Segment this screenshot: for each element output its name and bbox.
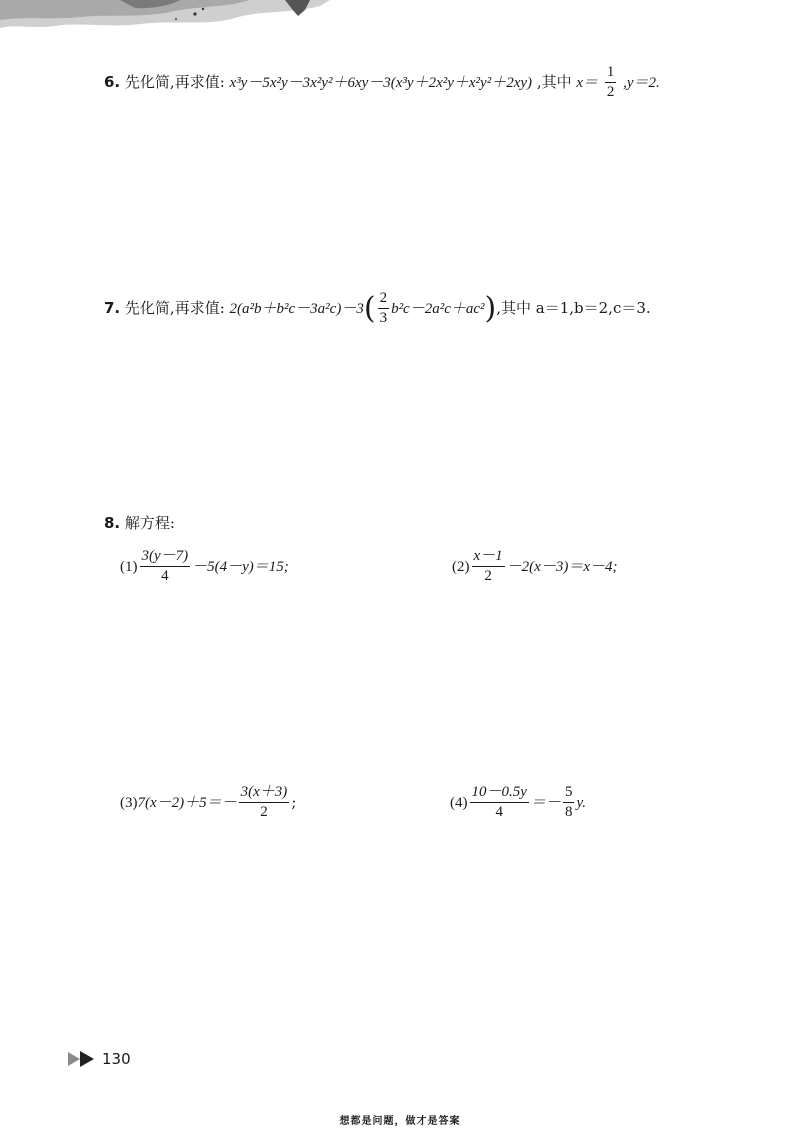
problem-number: 7. xyxy=(104,298,121,317)
fraction-denominator: 2 xyxy=(606,84,615,101)
x-label: x＝ xyxy=(576,74,599,91)
equation-fraction xyxy=(470,784,529,822)
footer-motto: 想都是问题，做才是答案 xyxy=(339,1116,461,1127)
fraction-numerator: 1 xyxy=(605,64,617,83)
ink-wash-decoration xyxy=(0,0,330,40)
equation-fraction xyxy=(140,548,191,586)
fraction-numerator: 3(y－7) xyxy=(140,548,191,567)
equation-middle: ＝－ xyxy=(530,794,561,811)
page-number-block xyxy=(68,1050,131,1068)
equation-label: (4) xyxy=(450,794,468,811)
fraction-numerator: 10－0.5y xyxy=(470,784,529,803)
problem-instruction: 解方程: xyxy=(124,514,175,532)
equation-rest: ; xyxy=(291,792,297,811)
equation-label: (1) xyxy=(120,558,138,575)
problem-number: 8. xyxy=(104,514,121,532)
equation-2 xyxy=(452,548,617,586)
problem-instruction: 先化简,再求值: xyxy=(124,72,225,91)
coefficient-fraction xyxy=(563,784,575,822)
fraction-denominator: 3 xyxy=(379,310,388,327)
problem-instruction: 先化简,再求值: xyxy=(124,298,225,317)
page-number: 130 xyxy=(102,1050,131,1068)
fraction-denominator: 8 xyxy=(564,804,573,821)
fraction-numerator: 3(x＋3) xyxy=(239,784,290,803)
expression-part-a: 2(a²b＋b²c－3a²c)－3 xyxy=(229,300,364,317)
equation-rest: －2(x－3)＝x－4; xyxy=(506,558,618,575)
equation-rest: y. xyxy=(576,794,587,811)
equation-4 xyxy=(450,784,586,822)
right-paren: ) xyxy=(484,290,497,326)
fraction-numerator: 2 xyxy=(378,290,390,309)
problem-7 xyxy=(104,290,651,328)
coefficient-fraction xyxy=(378,290,390,328)
fraction-numerator: 5 xyxy=(563,784,575,803)
y-value: ,y＝2. xyxy=(623,74,660,91)
equation-label: (3) xyxy=(120,794,138,811)
equation-3 xyxy=(120,784,296,822)
double-arrow-icon xyxy=(68,1051,98,1067)
fraction-denominator: 4 xyxy=(495,804,503,821)
equation-lhs: 7(x－2)＋5＝－ xyxy=(137,794,237,811)
expression-part-b: b²c－2a²c＋ac² xyxy=(391,300,485,317)
equation-1 xyxy=(120,548,289,586)
expression: x³y－5x²y－3x²y²＋6xy－3(x³y＋2x²y＋x²y²＋2xy) xyxy=(229,74,533,91)
fraction-denominator: 4 xyxy=(161,568,169,585)
fraction-numerator: x－1 xyxy=(472,548,505,567)
where-clause: ,其中 xyxy=(536,72,572,91)
x-value-fraction xyxy=(605,64,617,102)
where-clause: ,其中 a＝1,b＝2,c＝3. xyxy=(496,298,651,317)
fraction-denominator: 2 xyxy=(260,804,268,821)
equation-rest: －5(4－y)＝15; xyxy=(192,558,289,575)
equation-label: (2) xyxy=(452,558,470,575)
equation-fraction xyxy=(472,548,505,586)
problem-8 xyxy=(104,516,175,531)
problem-6 xyxy=(104,64,660,102)
fraction-denominator: 2 xyxy=(484,568,492,585)
problem-number: 6. xyxy=(104,72,121,91)
left-paren: ( xyxy=(363,290,376,326)
equation-fraction xyxy=(239,784,290,822)
